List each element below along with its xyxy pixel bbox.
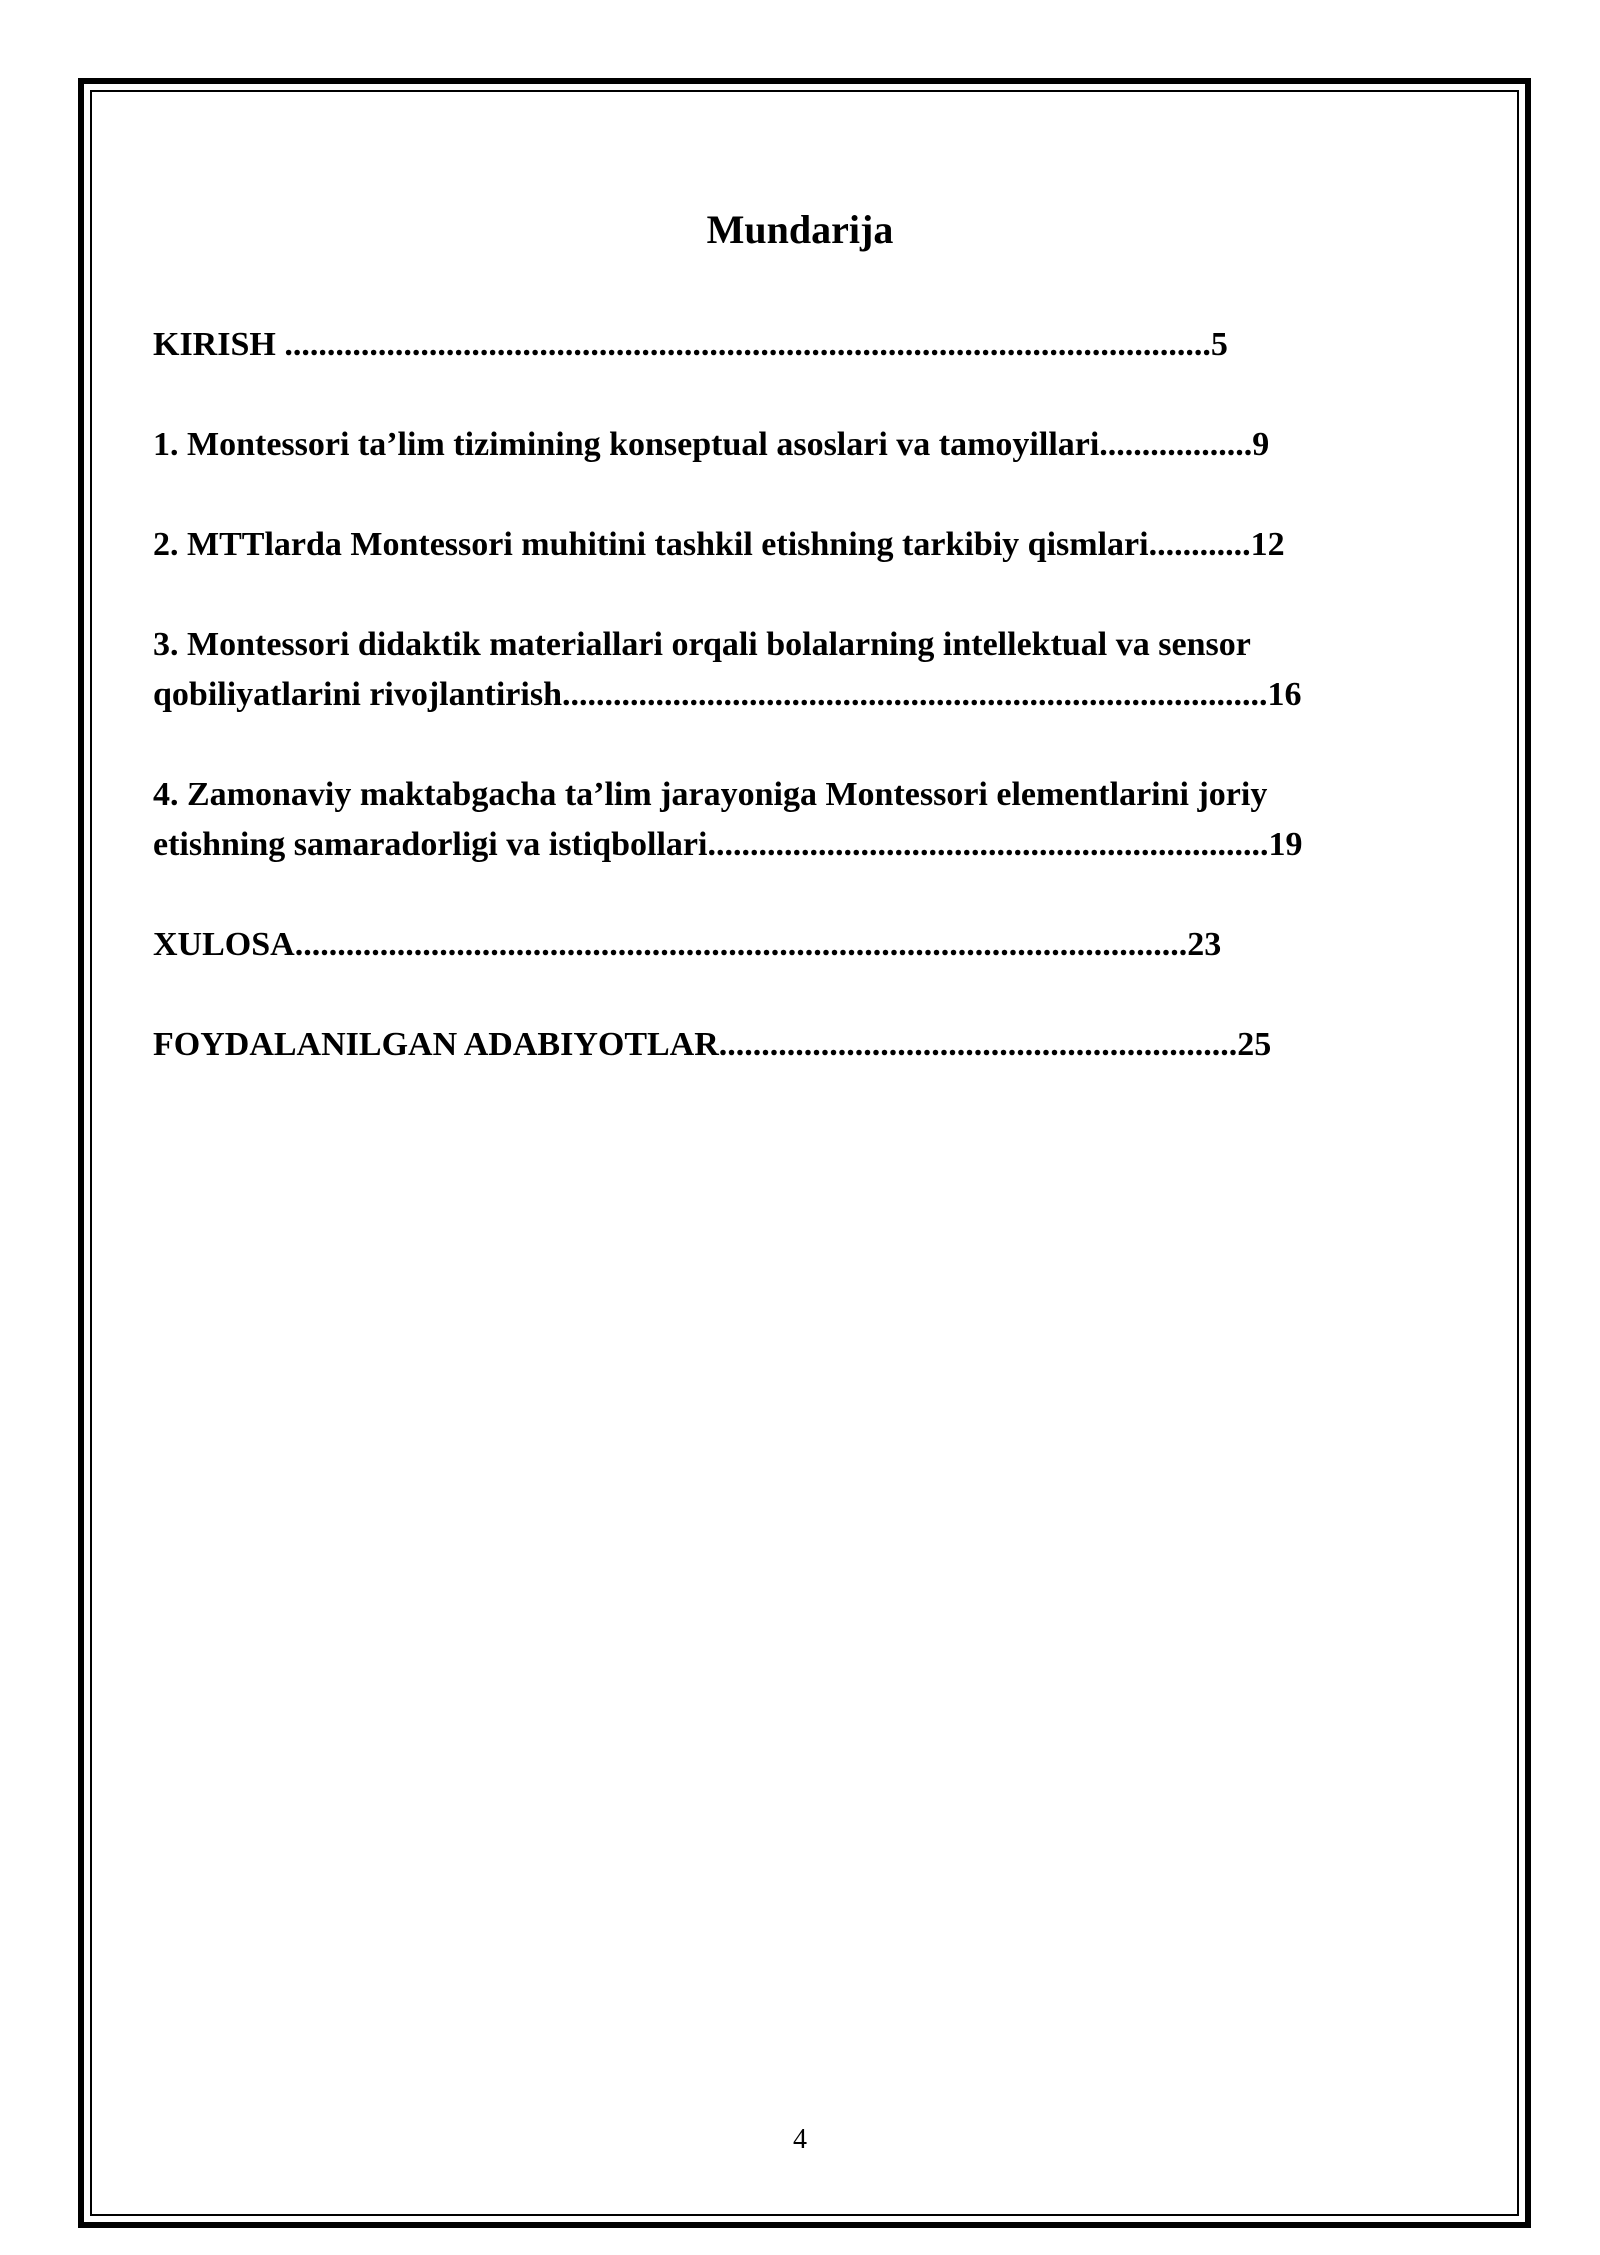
page-number: 4 [793, 2124, 807, 2155]
toc-entry-section-3[interactable] [153, 620, 1413, 720]
toc-entry-section-2[interactable] [153, 520, 1413, 570]
toc-entry-section-1[interactable] [153, 420, 1413, 470]
toc-entry-line: KIRISH .............................................................................................................5 [153, 326, 1228, 363]
page-title: Mundarija [706, 207, 894, 252]
toc-entry-line: 2. MTTlarda Montessori muhitini tashkil etishning tarkibiy qismlari............12 [153, 526, 1285, 563]
toc-entry-references[interactable] [153, 1020, 1413, 1070]
toc-entry-line: 4. Zamonaviy maktabgacha ta’lim jarayoniga Montessori elementlarini joriy [153, 776, 1268, 813]
toc-entry-kirish[interactable] [153, 320, 1413, 370]
toc-entry-line: 1. Montessori ta’lim tizimining konseptual asoslari va tamoyillari..................9 [153, 426, 1270, 463]
table-of-contents [153, 320, 1413, 1120]
toc-entry-section-4[interactable] [153, 770, 1413, 870]
toc-entry-xulosa[interactable] [153, 920, 1413, 970]
toc-entry-line: FOYDALANILGAN ADABIYOTLAR.............................................................25 [153, 1026, 1272, 1063]
toc-entry-line: 3. Montessori didaktik materiallari orqali bolalarning intellektual va sensor [153, 626, 1251, 663]
toc-entry-line: etishning samaradorligi va istiqbollari..................................................................19 [153, 826, 1303, 863]
toc-entry-line: qobiliyatlarini rivojlantirish...................................................................................16 [153, 676, 1302, 713]
toc-entry-line: XULOSA.........................................................................................................23 [153, 926, 1222, 963]
